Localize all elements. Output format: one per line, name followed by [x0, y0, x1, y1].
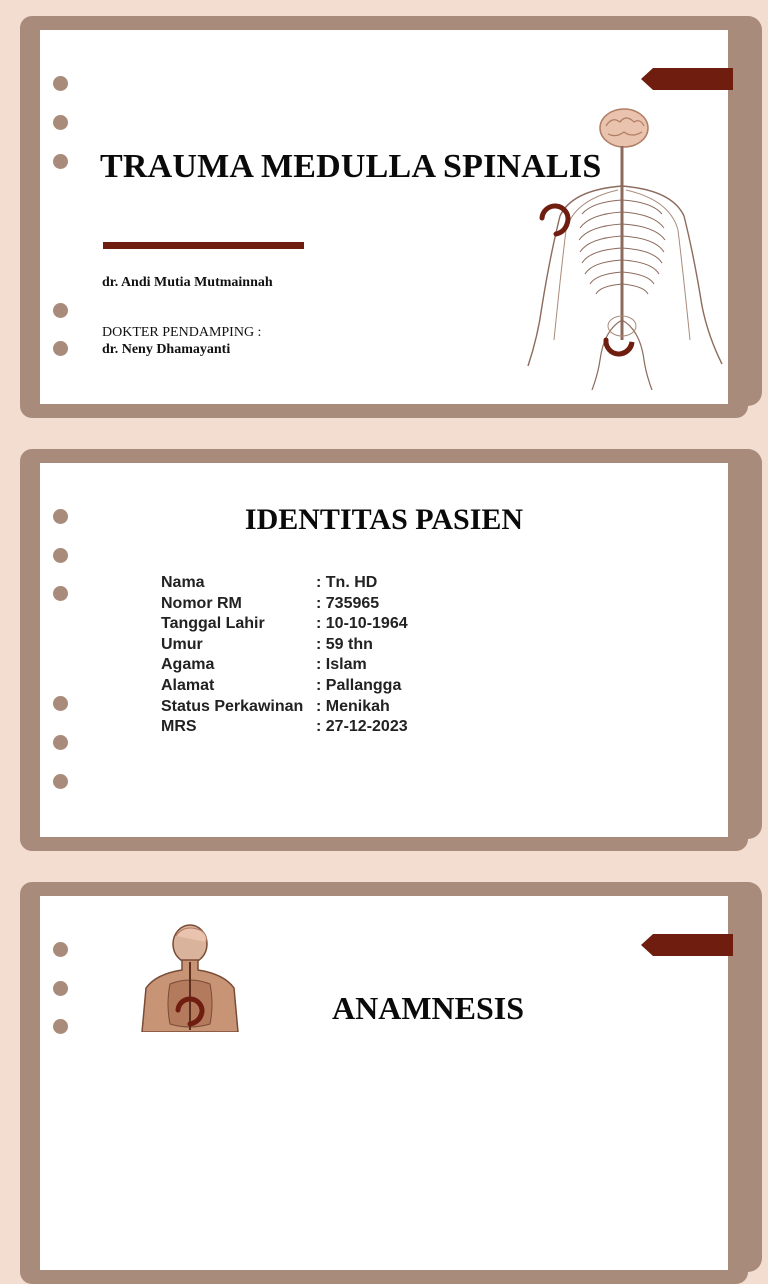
slide-3-paper — [40, 896, 728, 1270]
identity-row — [161, 655, 408, 676]
slide-1[interactable] — [20, 16, 748, 418]
identity-value: : 27-12-2023 — [316, 718, 408, 736]
identity-value: : Menikah — [316, 697, 390, 715]
identity-value: : Islam — [316, 656, 367, 674]
identity-label: Status Perkawinan — [161, 697, 304, 715]
human-anatomy-illustration — [140, 922, 244, 1032]
spinal-marker-icon — [606, 340, 632, 354]
identity-row — [161, 676, 408, 697]
spinal-marker-icon — [542, 206, 568, 234]
identity-row — [161, 717, 408, 738]
identity-label: MRS — [161, 718, 197, 736]
binder-hole — [53, 76, 68, 91]
binder-hole — [53, 586, 68, 601]
slide-1-paper — [40, 30, 728, 404]
slide-1-title: TRAUMA MEDULLA SPINALIS — [100, 148, 602, 185]
binder-hole — [53, 509, 68, 524]
slide-2[interactable] — [20, 449, 748, 851]
nervous-system-illustration — [518, 90, 728, 390]
identity-value: : 59 thn — [316, 635, 373, 653]
binder-hole — [53, 115, 68, 130]
identity-row — [161, 635, 408, 656]
identity-label: Nama — [161, 574, 205, 591]
identity-label: Umur — [161, 635, 203, 653]
binder-hole — [53, 981, 68, 996]
patient-identity-table — [161, 573, 408, 738]
author-name: dr. Andi Mutia Mutmainnah — [102, 275, 273, 290]
binder-hole — [53, 548, 68, 563]
identity-value: : 10-10-1964 — [316, 615, 408, 633]
identity-value: : Tn. HD — [316, 574, 378, 591]
binder-hole — [53, 341, 68, 356]
identity-value: : Pallangga — [316, 676, 402, 694]
brain-icon — [600, 109, 648, 147]
identity-value: : 735965 — [316, 594, 380, 612]
binder-hole — [53, 735, 68, 750]
binder-hole — [53, 696, 68, 711]
identity-row — [161, 614, 408, 635]
identity-label: Agama — [161, 656, 215, 674]
slide-2-title: IDENTITAS PASIEN — [244, 503, 524, 536]
binder-hole — [53, 942, 68, 957]
binder-hole — [53, 303, 68, 318]
binder-hole — [53, 774, 68, 789]
identity-row — [161, 697, 408, 718]
identity-label: Nomor RM — [161, 594, 242, 612]
slide-2-paper — [40, 463, 728, 837]
companion-doctor-name: dr. Neny Dhamayanti — [102, 342, 231, 357]
identity-row — [161, 594, 408, 615]
slide-3[interactable] — [20, 882, 748, 1284]
binder-hole — [53, 154, 68, 169]
slide-3-title: ANAMNESIS — [332, 990, 525, 1026]
binder-hole — [53, 1019, 68, 1034]
title-underline — [103, 242, 304, 249]
bookmark-ribbon — [641, 934, 733, 956]
identity-row — [161, 573, 408, 594]
identity-label: Tanggal Lahir — [161, 615, 265, 633]
identity-label: Alamat — [161, 676, 215, 694]
bookmark-ribbon — [641, 68, 733, 90]
companion-doctor-label: DOKTER PENDAMPING : — [102, 325, 262, 340]
